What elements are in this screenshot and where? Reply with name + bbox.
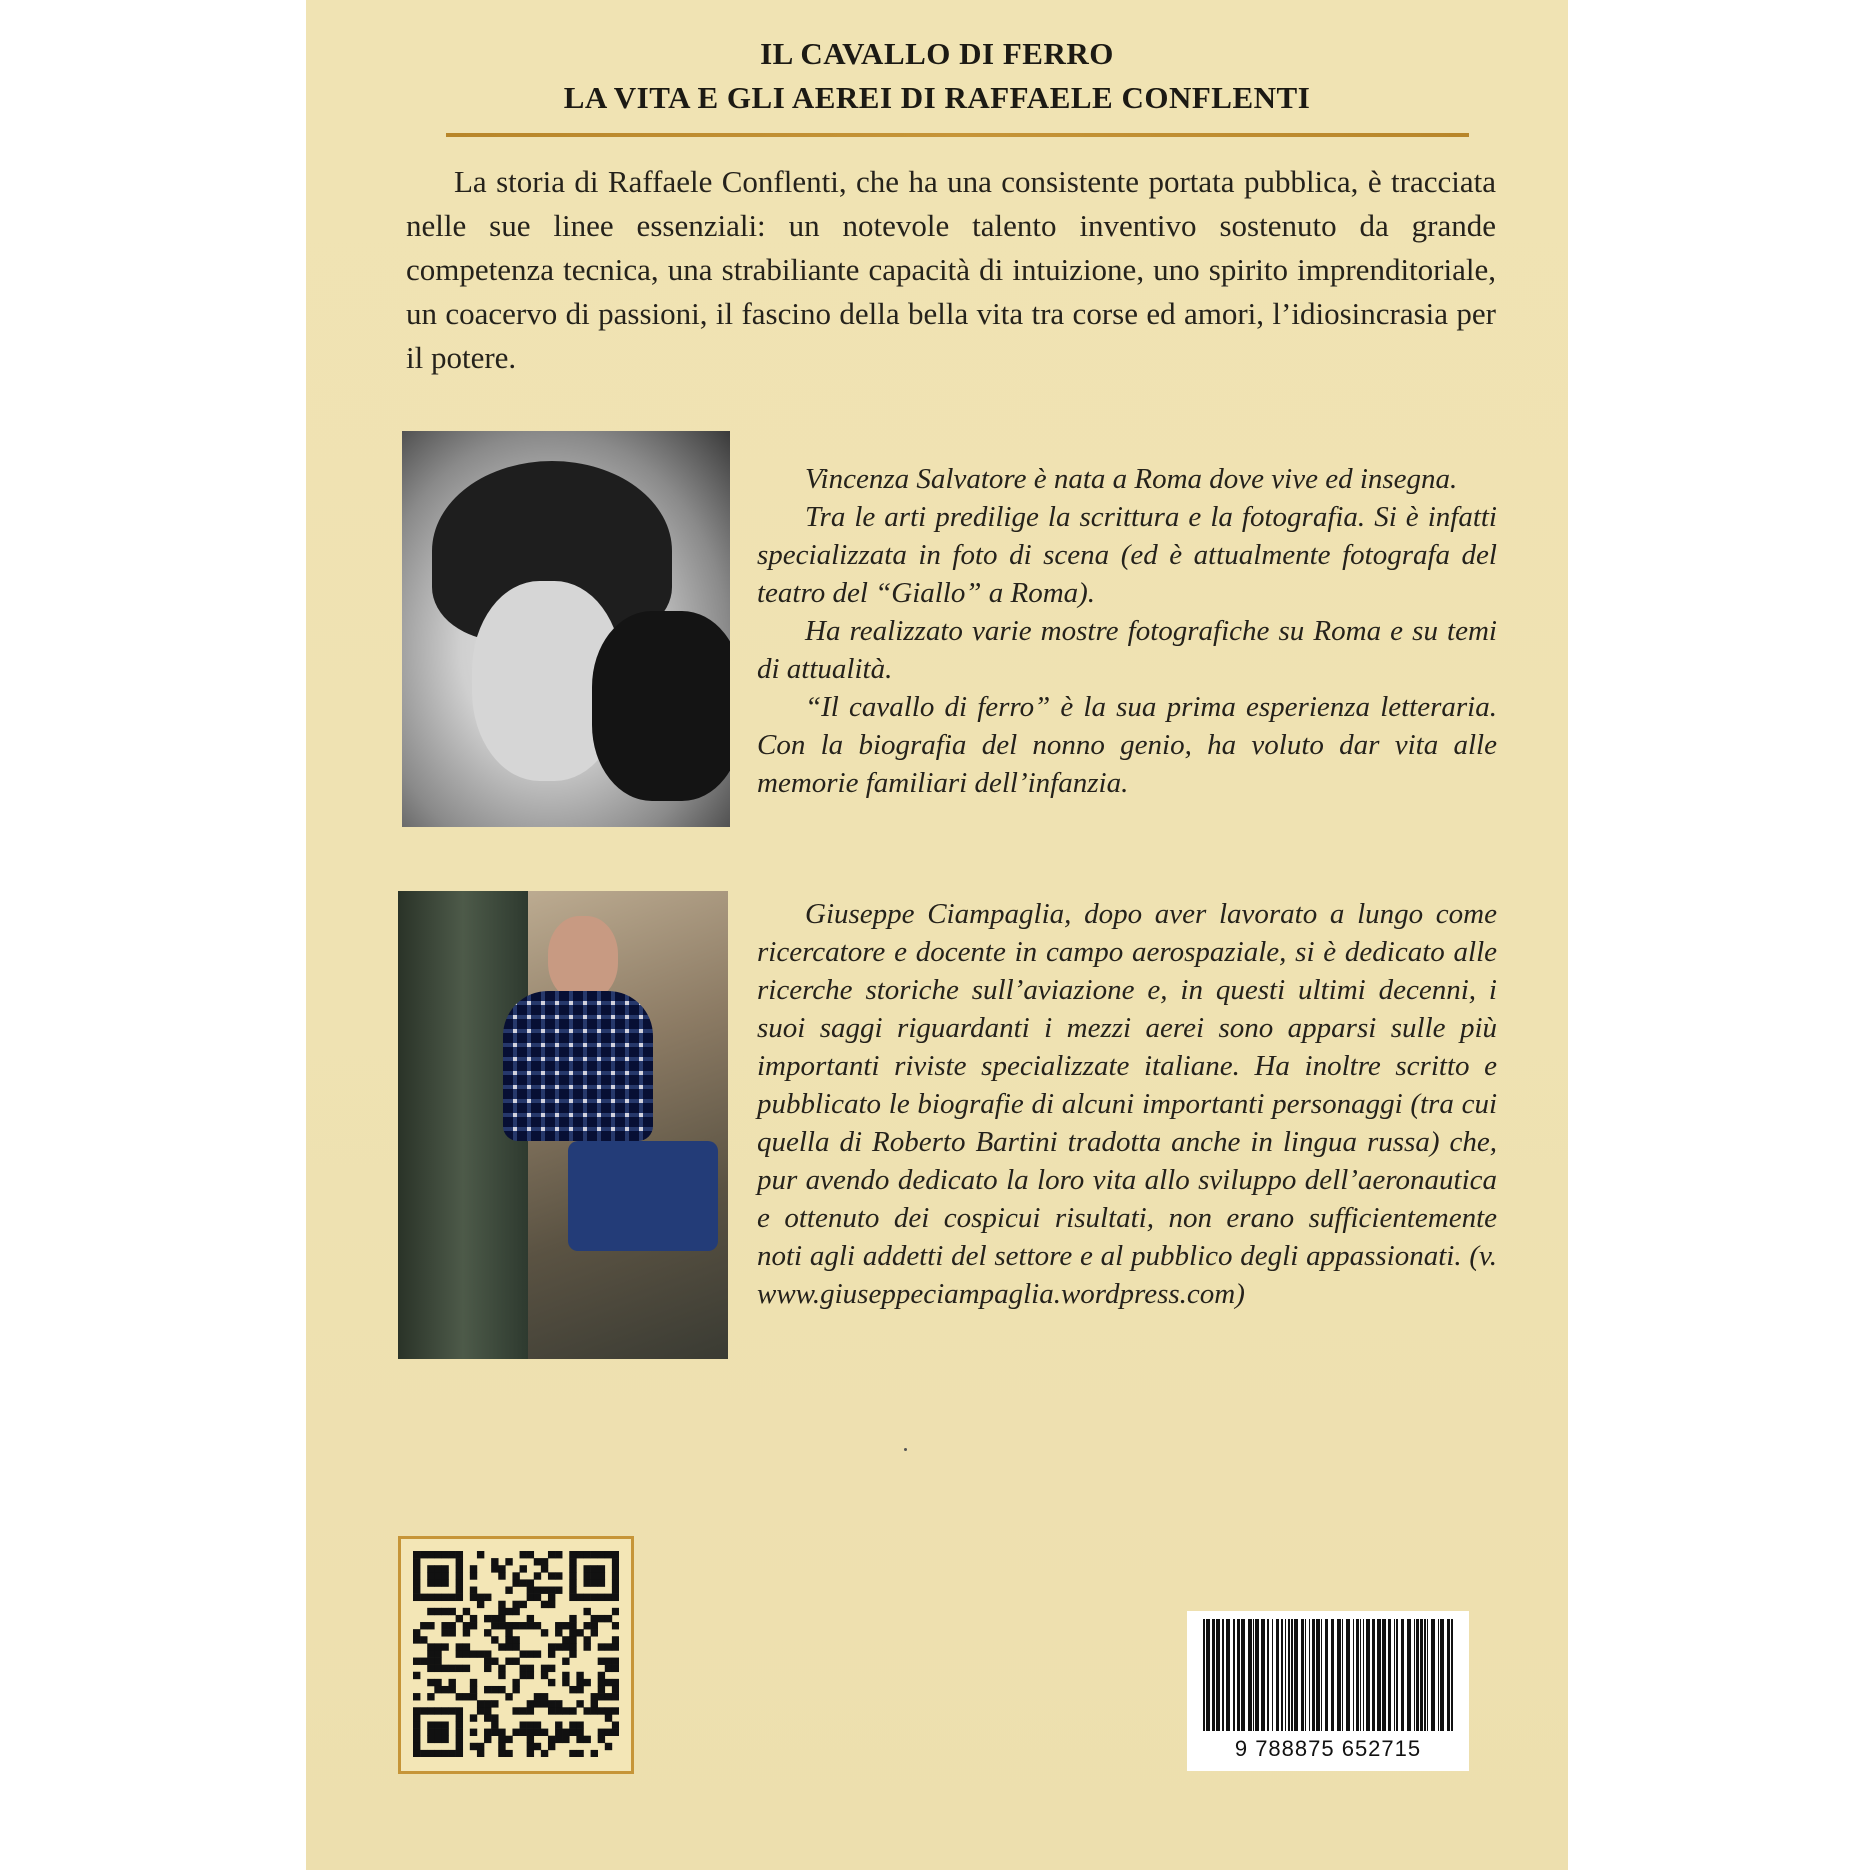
author1-bio xyxy=(757,460,1497,802)
author1-bio-p4: “Il cavallo di ferro” è la sua prima esperienza letteraria. Con la biografia del nonno genio, ha voluto dar vita alle memorie familiari dell’infanzia. xyxy=(757,691,1497,799)
author1-bio-p3: Ha realizzato varie mostre fotografiche su Roma e su temi di attualità. xyxy=(757,615,1497,685)
barcode-icon xyxy=(1197,1619,1459,1734)
book-title: IL CAVALLO DI FERRO xyxy=(760,36,1114,71)
speck xyxy=(904,1448,907,1451)
book-back-cover xyxy=(306,0,1568,1870)
book-subtitle: LA VITA E GLI AEREI DI RAFFAELE CONFLENTI xyxy=(563,80,1311,115)
author1-bio-p1: Vincenza Salvatore è nata a Roma dove vive ed insegna. xyxy=(805,463,1458,495)
author1-photo xyxy=(402,431,730,827)
author2-bio xyxy=(757,895,1497,1313)
qr-code[interactable] xyxy=(398,1536,634,1774)
camera-icon xyxy=(592,611,730,801)
qr-code-icon xyxy=(413,1551,619,1757)
author2-bio-p1: Giuseppe Ciampaglia, dopo aver lavorato a lungo come ricercatore e docente in campo aerospaziale, si è dedicato alle ricerche storiche sull’aviazione e, in questi ultimi decenni, i suoi saggi riguardanti i mezzi aerei sono apparsi sulle più importanti riviste specializzate italiane. Ha inoltre scritto e pubblicato le biografie di alcuni importanti personaggi (tra cui quella di Roberto Bartini tradotta anche in lingua russa) che, pur avendo dedicato la loro vita allo sviluppo dell’aeronautica e ottenuto dei cospicui risultati, non erano sufficientemente noti agli addetti del settore e al pubblico degli appassionati. (v. www.giuseppeciampaglia.wordpress.com) xyxy=(757,898,1497,1310)
synopsis-text: La storia di Raffaele Conflenti, che ha una consistente portata pubblica, è tracciata nelle sue linee essenziali: un notevole talento inventivo sostenuto da grande competenza tecnica, una strabiliante capacità di intuizione, uno spirito imprenditoriale, un coacervo di passioni, il fascino della bella vita tra corse ed amori, l’idiosincrasia per il potere. xyxy=(406,164,1496,375)
title-divider xyxy=(446,133,1469,137)
isbn-number: 9 788875 652715 xyxy=(1234,1736,1422,1761)
author2-photo xyxy=(398,891,728,1359)
synopsis xyxy=(406,160,1496,380)
author1-bio-p2: Tra le arti predilige la scrittura e la fotografia. Si è infatti specializzata in foto di scena (ed è attualmente fotografa del teatro del “Giallo” a Roma). xyxy=(757,501,1497,609)
barcode xyxy=(1187,1611,1469,1771)
